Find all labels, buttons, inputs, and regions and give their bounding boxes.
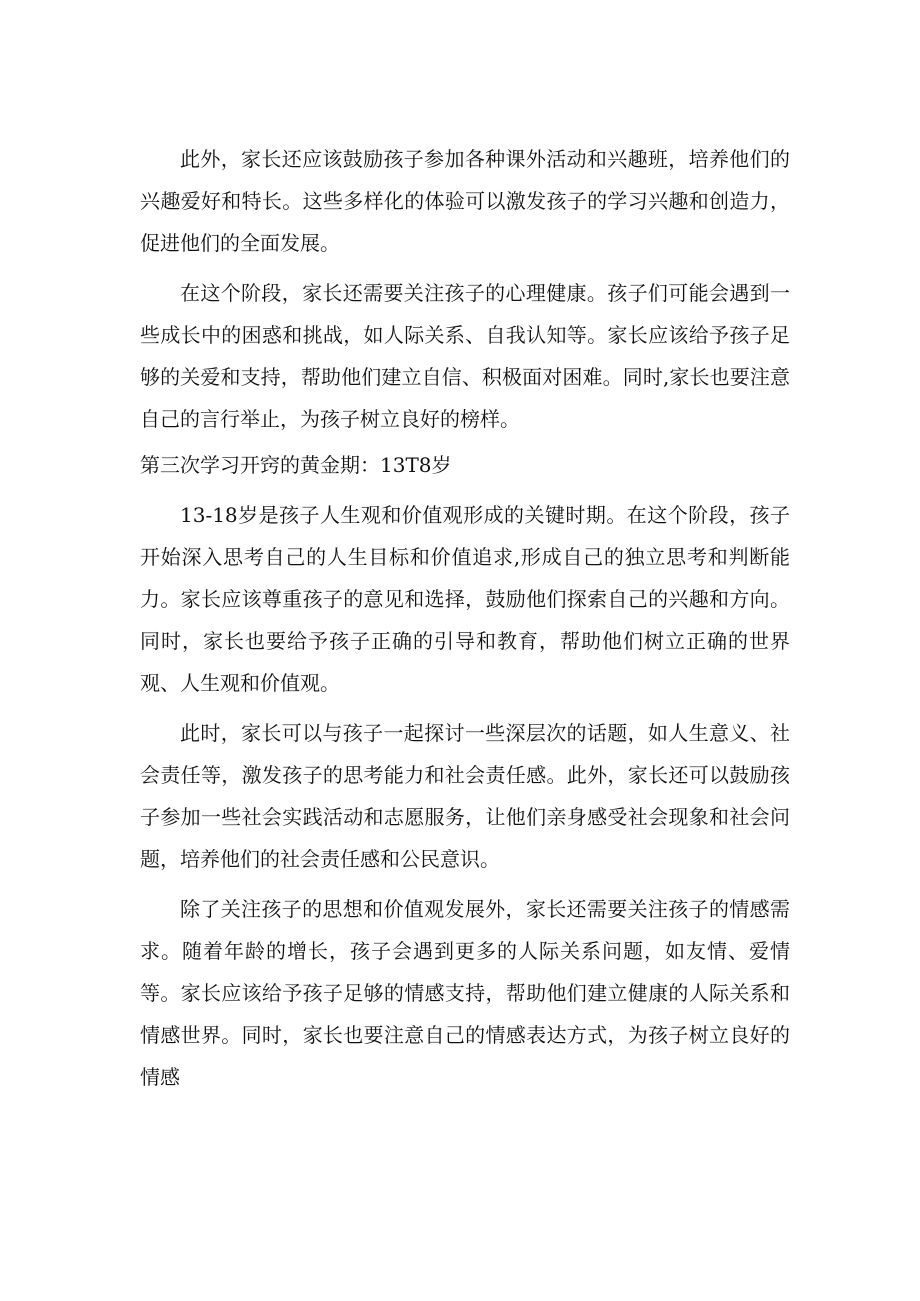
document-body [140,138,790,1098]
paragraph: 13-18岁是孩子人生观和价值观形成的关键时期。在这个阶段，孩子开始深入思考自己的人生目标和价值追求,形成自己的独立思考和判断能力。家长应该尊重孩子的意见和选择，鼓励他们探索自己的兴趣和方向。同时，家长也要给予孩子正确的引导和教育，帮助他们树立正确的世界观、人生观和价值观。 [140,503,790,695]
paragraph: 此时，家长可以与孩子一起探讨一些深层次的话题，如人生意义、社会责任等，激发孩子的思考能力和社会责任感。此外，家长还可以鼓励孩子参加一些社会实践活动和志愿服务，让他们亲身感受社会现象和社会问题，培养他们的社会责任感和公民意识。 [140,721,790,871]
paragraph: 此外，家长还应该鼓励孩子参加各种课外活动和兴趣班，培养他们的兴趣爱好和特长。这些多样化的体验可以激发孩子的学习兴趣和创造力，促进他们的全面发展。 [140,147,790,255]
paragraph: 在这个阶段，家长还需要关注孩子的心理健康。孩子们可能会遇到一些成长中的困惑和挑战，如人际关系、自我认知等。家长应该给予孩子足够的关爱和支持，帮助他们建立自信、积极面对困难。同时,家长也要注意自己的言行举止，为孩子树立良好的榜样。 [140,281,790,431]
paragraph-spacer [140,704,790,712]
section-heading: 第三次学习开窍的黄金期：13T8岁 [140,453,452,477]
paragraph-spacer [140,264,790,272]
paragraph: 除了关注孩子的思想和价值观发展外，家长还需要关注孩子的情感需求。随着年龄的增长，孩子会遇到更多的人际关系问题，如友情、爱情等。家长应该给予孩子足够的情感支持，帮助他们建立健康的人际关系和情感世界。同时，家长也要注意自己的情感表达方式，为孩子树立良好的情感 [140,897,790,1089]
paragraph-spacer [140,880,790,888]
paragraph-spacer [140,486,790,494]
